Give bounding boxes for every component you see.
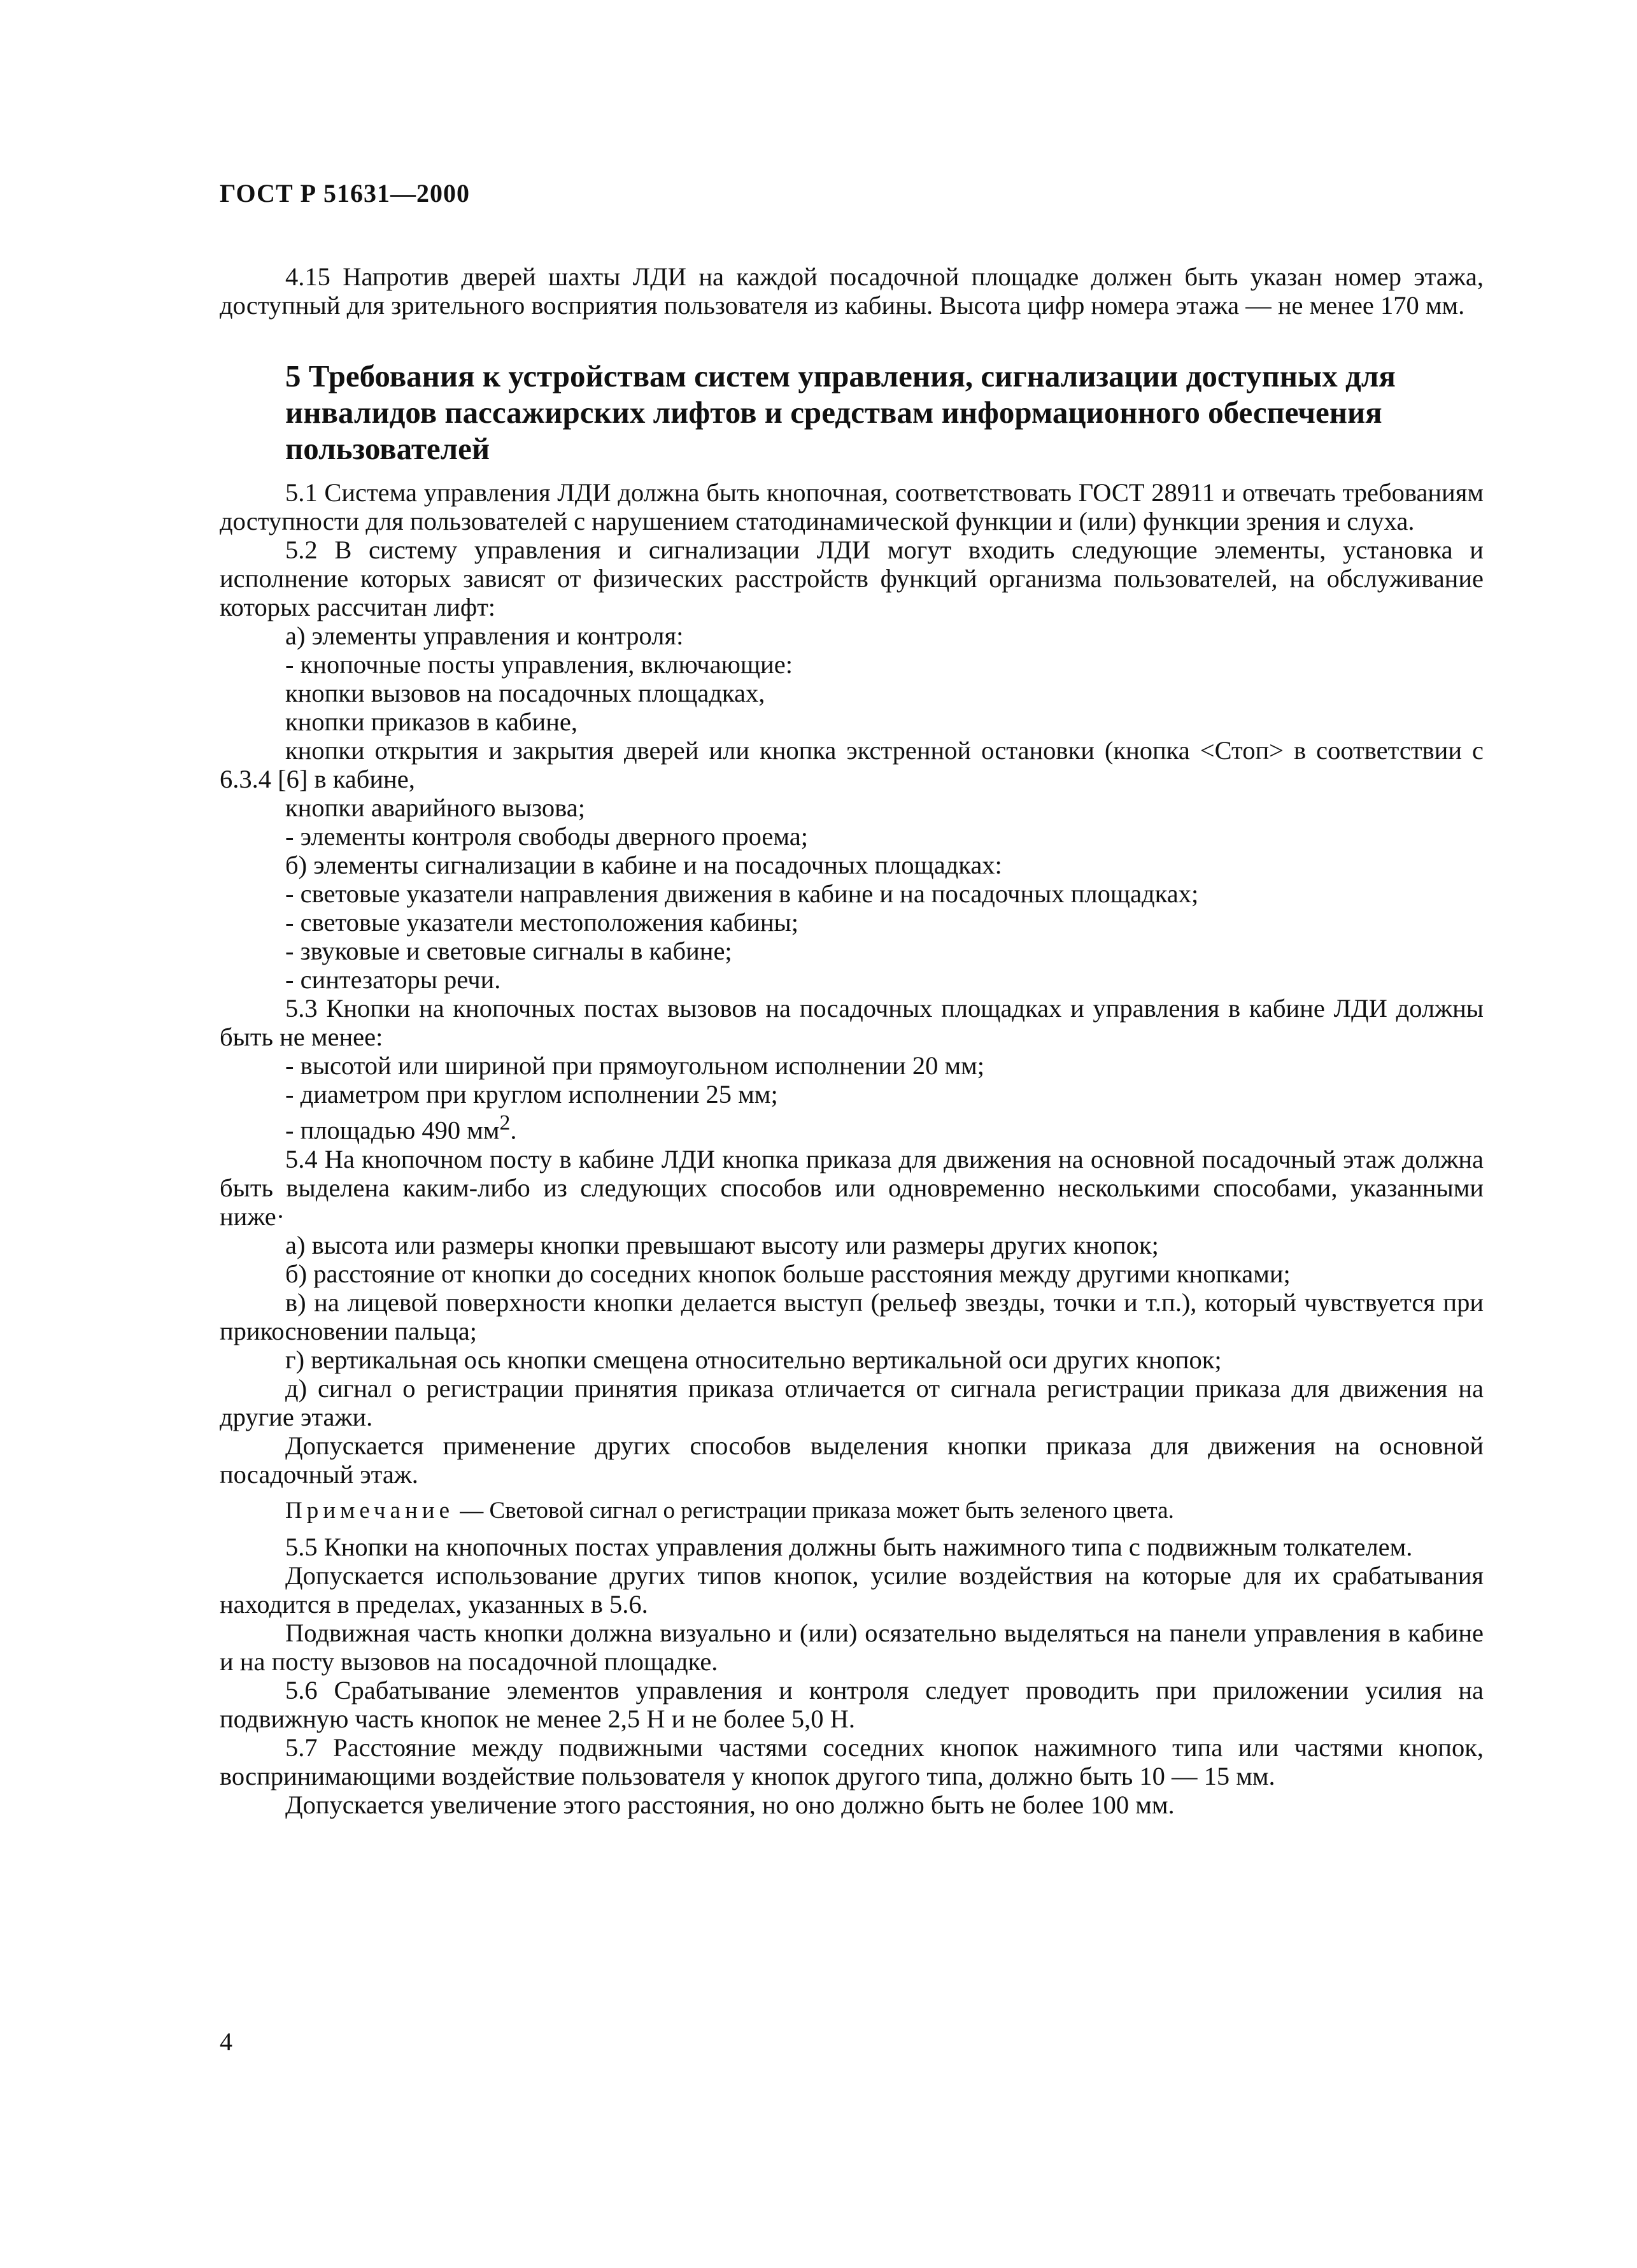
list-item: кнопки открытия и закрытия дверей или кнопка экстренной остановки (кнопка <Стоп> в соответствии с 6.3.4 [6] в кабине, [220,736,1484,793]
list-item: - звуковые и световые сигналы в кабине; [285,937,732,965]
list-item: б) расстояние от кнопки до соседних кнопок больше расстояния между другими кнопками; [285,1259,1291,1288]
list-item: в) на лицевой поверхности кнопки делается выступ (рельеф звезды, точки и т.п.), который чувствуется при прикосновении пальца; [220,1287,1484,1345]
paragraph-5-5: 5.5 Кнопки на кнопочных постах управления должны быть нажимного типа с подвижным толкателем. [285,1532,1413,1561]
list-item: - световые указатели направления движения в кабине и на посадочных площадках; [285,879,1199,908]
page-number: 4 [220,2027,232,2056]
list-item: - диаметром при круглом исполнении 25 мм; [285,1080,778,1109]
document-header: ГОСТ Р 51631—2000 [220,179,471,208]
list-item [220,1109,1484,1145]
document-page [220,178,1484,1819]
paragraph-5-2: 5.2 В систему управления и сигнализации ЛДИ могут входить следующие элементы, установка и исполнение которых зависят от физических расстройств функций организма пользователей, на обслуживание которых рассчитан лифт: [220,535,1484,621]
paragraph-5-4: 5.4 На кнопочном посту в кабине ЛДИ кнопка приказа для движения на основной посадочный этаж должна быть выделена каким-либо из следующих способов или одновременно несколькими способами, указанными ниже· [220,1144,1484,1231]
paragraph-allowance-2: Допускается использование других типов кнопок, усилие воздействия на которые для их срабатывания находится в пределах, указанных в 5.6. [220,1561,1484,1619]
list-item: г) вертикальная ось кнопки смещена относительно вертикальной оси других кнопок; [285,1345,1222,1374]
list-item: - элементы контроля свободы дверного проема; [285,822,808,851]
note-label: Примечание [285,1497,454,1524]
list-item: б) элементы сигнализации в кабине и на посадочных площадках: [285,851,1002,879]
paragraph-moving-part: Подвижная часть кнопки должна визуально и (или) осязательно выделяться на панели управления в кабине и на посту вызовов на посадочной площадке. [220,1618,1484,1676]
superscript: 2 [499,1111,511,1135]
note-text: — Световой сигнал о регистрации приказа может быть зеленого цвета. [454,1497,1174,1524]
list-item: кнопки вызовов на посадочных площадках, [285,679,765,707]
paragraph-5-3: 5.3 Кнопки на кнопочных постах вызовов на посадочных площадках и управления в кабине ЛДИ должны быть не менее: [220,994,1484,1051]
section-5-title: 5 Требования к устройствам систем управления, сигнализации доступных для инвалидов пассажирских лифтов и средствам информационного обеспечения пользователей [285,358,1396,466]
list-item: - световые указатели местоположения кабины; [285,908,799,937]
area-text: - площадью 490 мм [285,1116,500,1145]
list-item: д) сигнал о регистрации принятия приказа отличается от сигнала регистрации приказа для движения на другие этажи. [220,1373,1484,1431]
paragraph-allowance-3: Допускается увеличение этого расстояния, но оно должно быть не более 100 мм. [285,1790,1175,1819]
list-item: а) высота или размеры кнопки превышают высоту или размеры других кнопок; [285,1230,1159,1259]
paragraph-5-7: 5.7 Расстояние между подвижными частями соседних кнопок нажимного типа или частями кнопок, воспринимающими воздействие пользователя у кнопок другого типа, должно быть 10 — 15 мм. [220,1733,1484,1790]
paragraph-5-6: 5.6 Срабатывание элементов управления и контроля следует проводить при приложении усилия на подвижную часть кнопок не менее 2,5 Н и не более 5,0 Н. [220,1675,1484,1733]
paragraph-allowance-1: Допускается применение других способов выделения кнопки приказа для движения на основной посадочный этаж. [220,1431,1484,1489]
list-item: кнопки приказов в кабине, [285,707,578,736]
list-item: - кнопочные посты управления, включающие: [285,650,793,679]
paragraph-4-15: 4.15 Напротив дверей шахты ЛДИ на каждой посадочной площадке должен быть указан номер этажа, доступный для зрительного восприятия пользователя из кабины. Высота цифр номера этажа — не менее 170 мм. [220,262,1484,320]
paragraph-5-1: 5.1 Система управления ЛДИ должна быть кнопочная, соответствовать ГОСТ 28911 и отвечать требованиям доступности для пользователей с нарушением статодинамической функции и (или) функции зрения и слуха. [220,478,1484,535]
list-item: а) элементы управления и контроля: [285,621,684,650]
note [220,1496,1484,1525]
area-text-end: . [510,1116,517,1145]
list-item: - синтезаторы речи. [285,965,501,994]
list-item: кнопки аварийного вызова; [285,793,585,822]
list-item: - высотой или шириной при прямоугольном исполнении 20 мм; [285,1051,984,1080]
